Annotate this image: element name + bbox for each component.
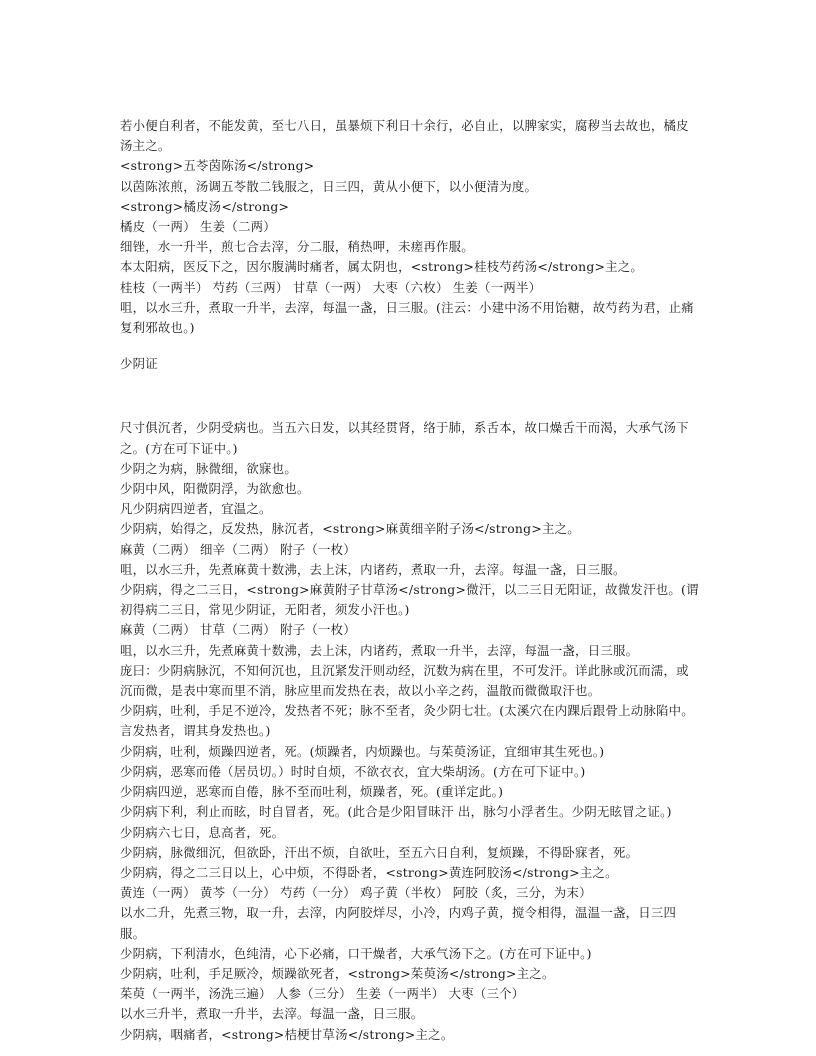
text-line: 少阴病四逆，恶寒而自倦，脉不至而吐利，烦躁者，死。(重详定此。) xyxy=(120,784,504,800)
text-line: 少阴病，脉微细沉，但欲卧，汗出不烦，自欲吐，至五六日自利，复烦躁，不得卧寐者，死。 xyxy=(120,844,639,860)
text-line: 麻黄（二两） 甘草（二两） 附子（一枚） xyxy=(120,622,356,638)
text-line: 少阴病，吐利，手足不逆冷，发热者不死；脉不至者，灸少阴七壮。(太溪穴在内踝后跟骨上动脉陷中。言发热者，谓其身发热也。) xyxy=(120,703,694,739)
text-line: 以水二升，先煮三物，取一升，去滓，内阿胶烊尽，小冷，内鸡子黄，搅令相得，温温一盏，日三四服。 xyxy=(120,905,677,941)
text-line: 庞曰：少阴病脉沉，不知何沉也，且沉紧发汗则动经，沉数为病在里，不可发汗。详此脉或沉而濡，或沉而微，是表中寒而里不消，脉应里而发热在表，故以小辛之药，温散而微微取汗也。 xyxy=(120,662,689,699)
text-line: 茱萸（一两半，汤洗三遍） 人参（三分） 生姜（一两半） 大枣（三个） xyxy=(120,986,525,1002)
text-line: 桂枝（一两半） 芍药（三两） 甘草（一两） 大枣（六枚） 生姜（一两半） xyxy=(120,279,542,295)
text-line: 凡少阴病四逆者，宜温之。 xyxy=(120,501,272,517)
text-line: 黄连（一两） 黄芩（一分） 芍药（一分） 鸡子黄（半枚） 阿胶（炙，三分，为末） xyxy=(120,885,592,901)
section-taiyin-remedies xyxy=(120,116,700,338)
text-line: 少阴中风，阳微阴浮，为欲愈也。 xyxy=(120,481,310,497)
text-line: 麻黄（二两） 细辛（二两） 附子（一枚） xyxy=(120,541,356,557)
text-line: 咀，以水三升，煮取一升半，去滓，每温一盏，日三服。(注云：小建中汤不用饴糖，故芍药为君，止痛复利邪故也。) xyxy=(120,299,694,336)
text-line: 少阴病，咽痛者，<strong>桔梗甘草汤</strong>主之。 xyxy=(120,1026,454,1042)
document-body xyxy=(120,116,700,1045)
text-line: 以茵陈浓煎，汤调五苓散二钱服之，日三四，黄从小便下，以小便清为度。 xyxy=(120,178,538,194)
text-line: 少阴病，得之二三日，<strong>麻黄附子甘草汤</strong>微汗，以二三日无阳证，故微发汗也。(谓初得病二三日，常见少阴证，无阳者，须发小汗也。) xyxy=(120,582,699,618)
section-heading: 少阴证 xyxy=(120,356,158,372)
text-line: 少阴病，恶寒而倦（居员切。）时时自烦，不欲衣衣，宜大柴胡汤。(方在可下证中。) xyxy=(120,763,586,779)
text-line: 若小便自利者，不能发黄，至七八日，虽暴烦下利日十余行，必自止，以脾家实，腐秽当去故也，橘皮汤主之。 xyxy=(120,118,689,154)
text-line: 橘皮（一两） 生姜（二两） xyxy=(120,219,276,235)
text-line: 少阴病六七日，息高者，死。 xyxy=(120,824,285,840)
text-line: <strong>橘皮汤</strong> xyxy=(120,198,290,214)
text-line: 本太阳病，医反下之，因尔腹满时痛者，属太阴也，<strong>桂枝芍药汤</strong>主之。 xyxy=(120,259,644,275)
text-line: 少阴病，吐利，手足厥冷，烦躁欲死者，<strong>茱萸汤</strong>主之。 xyxy=(120,965,555,981)
text-line: 细锉，水一升半，煎七合去滓，分二服，稍热呷，未瘥再作服。 xyxy=(120,239,474,255)
section-shaoyin xyxy=(120,418,700,1044)
text-line: 少阴病，吐利，烦躁四逆者，死。(烦躁者，内烦躁也。与茱萸汤证，宜细审其生死也。) xyxy=(120,743,605,759)
text-line: 咀，以水三升，先煮麻黄十数沸，去上沫，内诸药，煮取一升，去滓。每温一盏，日三服。 xyxy=(120,561,626,577)
text-line: <strong>五苓茵陈汤</strong> xyxy=(120,158,315,174)
text-line: 少阴之为病，脉微细，欲寐也。 xyxy=(120,460,297,476)
text-line: 少阴病，下利清水，色纯清，心下必痛，口干燥者，大承气汤下之。(方在可下证中。) xyxy=(120,945,592,961)
text-line: 少阴病，始得之，反发热，脉沉者，<strong>麻黄细辛附子汤</strong>主之。 xyxy=(120,521,580,537)
text-line: 咀，以水三升，先煮麻黄十数沸，去上沫，内诸药，煮取一升半，去滓，每温一盏，日三服。 xyxy=(120,642,639,658)
text-line: 尺寸俱沉者，少阴受病也。当五六日发，以其经贯肾，络于肺，系舌本，故口燥舌干而渴，大承气汤下之。(方在可下证中。) xyxy=(120,420,689,456)
text-line: 少阴病下利，利止而眩，时自冒者，死。(此合是少阳冒昧汗 出，脉匀小浮者生。少阴无眩冒之证。) xyxy=(120,804,672,820)
heading-spacer xyxy=(120,374,700,418)
text-line: 少阴病，得之二三日以上，心中烦，不得卧者，<strong>黄连阿胶汤</strong>主之。 xyxy=(120,864,618,880)
text-line: 以水三升半，煮取一升半，去滓。每温一盏，日三服。 xyxy=(120,1006,424,1022)
